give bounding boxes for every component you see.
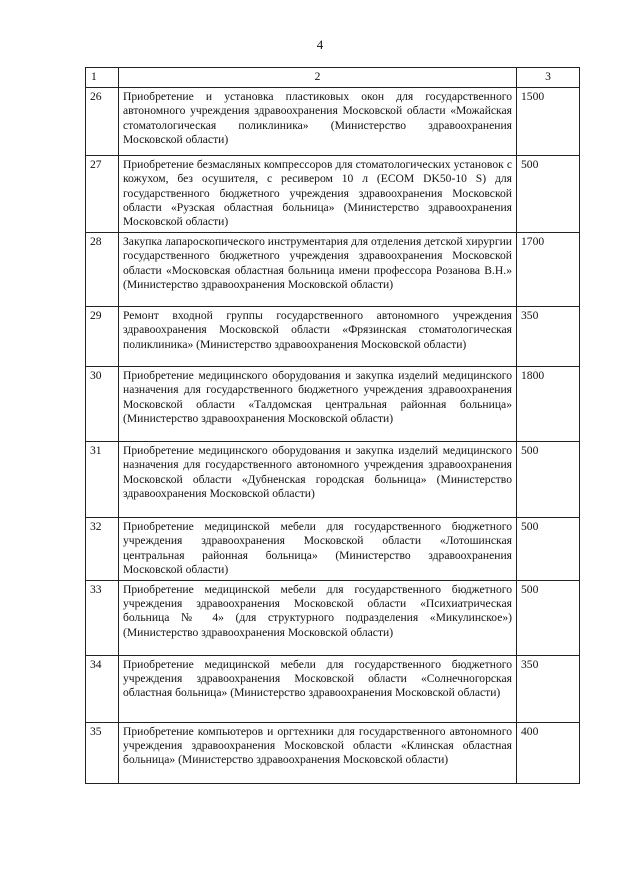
row-number: 27 (86, 156, 119, 233)
row-number: 35 (86, 723, 119, 784)
row-amount: 500 (517, 518, 580, 581)
row-number: 31 (86, 442, 119, 518)
row-amount: 500 (517, 156, 580, 233)
row-number: 26 (86, 88, 119, 156)
table-row (86, 88, 580, 156)
row-description: Закупка лапароскопического инструментария для отделения детской хирургии государственного бюджетного учреждения здравоохранения Московской области «Московская областная больница имени профессора Розанова В.Н.» (Министерство здравоохранения Московской области) (119, 233, 517, 307)
page-number: 4 (316, 37, 324, 52)
row-number: 34 (86, 656, 119, 723)
row-description: Приобретение медицинской мебели для государственного бюджетного учреждения здравоохранения Московской области «Психиатрическая больница № 4» (для структурного подразделения «Микулинское») (Министерство здравоохранения Московской области) (119, 581, 517, 656)
row-amount: 1500 (517, 88, 580, 156)
table-row (86, 233, 580, 307)
table-header-row (86, 68, 580, 88)
row-number: 29 (86, 307, 119, 367)
row-amount: 400 (517, 723, 580, 784)
row-description: Приобретение медицинской мебели для государственного бюджетного учреждения здравоохранения Московской области «Лотошинская центральная районная больница» (Министерство здравоохранения Московской области) (119, 518, 517, 581)
table-row (86, 723, 580, 784)
budget-table (85, 67, 580, 784)
row-description: Приобретение безмасляных компрессоров для стоматологических установок с кожухом, без осушителя, с ресивером 10 л (ECOM DK50-10 S) для государственного бюджетного учреждения здравоохранения Московской области «Рузская областная больница» (Министерство здравоохранения Московской области) (119, 156, 517, 233)
table-row (86, 442, 580, 518)
row-amount: 1800 (517, 367, 580, 442)
row-description: Ремонт входной группы государственного автономного учреждения здравоохранения Московской области «Фрязинская стоматологическая поликлиника» (Министерство здравоохранения Московской области) (119, 307, 517, 367)
table-row (86, 656, 580, 723)
table-row (86, 367, 580, 442)
table-row (86, 518, 580, 581)
table-row (86, 307, 580, 367)
row-description: Приобретение компьютеров и оргтехники для государственного автономного учреждения здравоохранения Московской области «Клинская областная больница» (Министерство здравоохранения Московской области) (119, 723, 517, 784)
row-amount: 350 (517, 656, 580, 723)
row-amount: 350 (517, 307, 580, 367)
column-header-number: 1 (86, 68, 119, 88)
table-row (86, 156, 580, 233)
column-header-amount: 3 (517, 68, 580, 88)
row-description: Приобретение медицинского оборудования и закупка изделий медицинского назначения для государственного бюджетного учреждения здравоохранения Московской области «Талдомская центральная районная больница» (Министерство здравоохранения Московской области) (119, 367, 517, 442)
row-number: 32 (86, 518, 119, 581)
row-amount: 1700 (517, 233, 580, 307)
table-row (86, 581, 580, 656)
column-header-description: 2 (119, 68, 517, 88)
row-amount: 500 (517, 581, 580, 656)
row-description: Приобретение медицинской мебели для государственного бюджетного учреждения здравоохранения Московской области «Солнечногорская областная больница» (Министерство здравоохранения Московской области) (119, 656, 517, 723)
row-amount: 500 (517, 442, 580, 518)
row-number: 28 (86, 233, 119, 307)
row-number: 33 (86, 581, 119, 656)
row-description: Приобретение и установка пластиковых окон для государственного автономного учреждения здравоохранения Московской области «Можайская стоматологическая поликлиника» (Министерство здравоохранения Московской области) (119, 88, 517, 156)
row-description: Приобретение медицинского оборудования и закупка изделий медицинского назначения для государственного автономного учреждения здравоохранения Московской области «Дубненская городская больница» (Министерство здравоохранения Московской области) (119, 442, 517, 518)
row-number: 30 (86, 367, 119, 442)
